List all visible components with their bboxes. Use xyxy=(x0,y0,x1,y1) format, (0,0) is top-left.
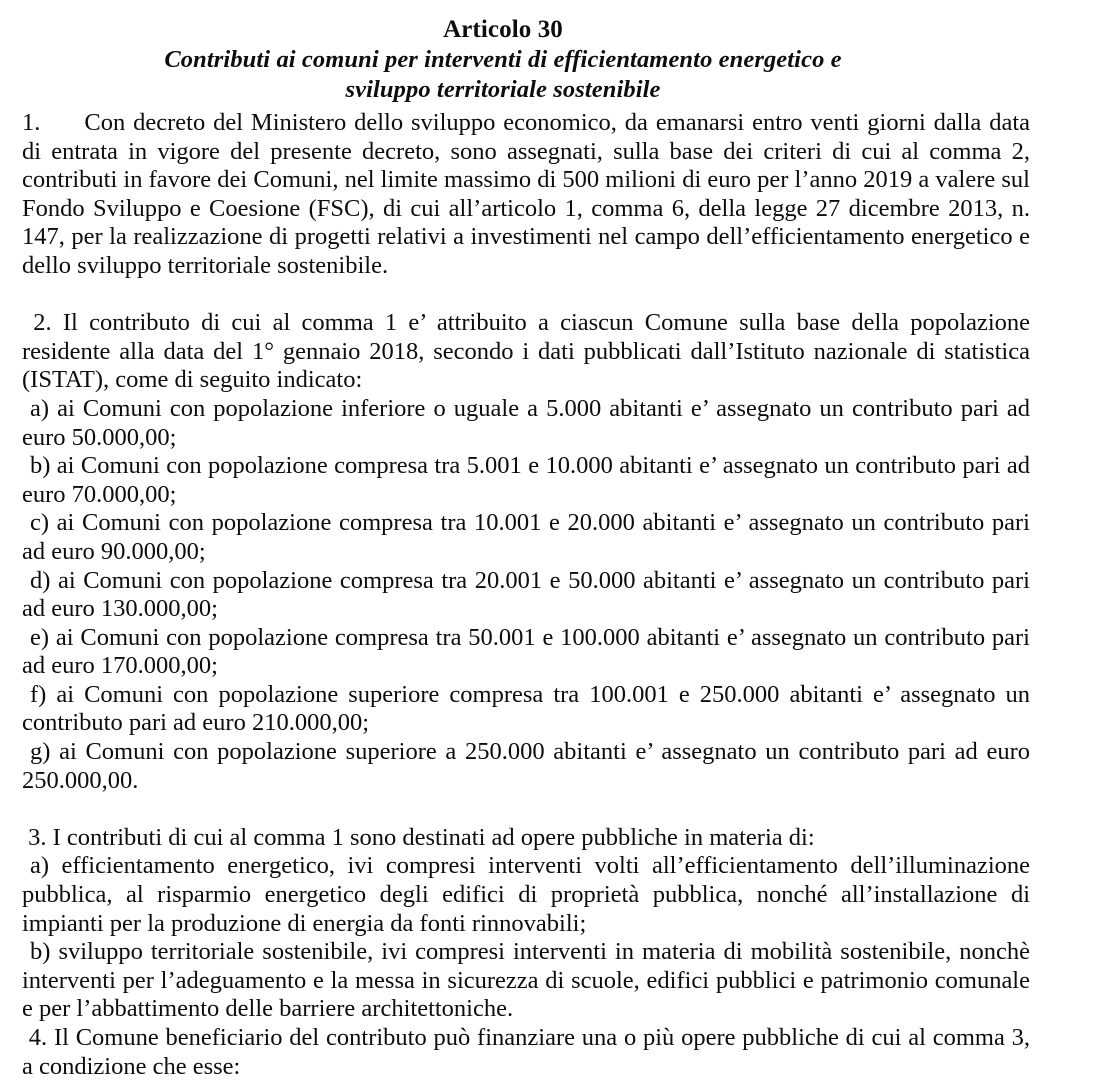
paragraph-gap-2 xyxy=(22,795,1030,824)
works-item-a: a) efficientamento energetico, ivi compresi interventi volti all’efficientamento dell’illuminazione pubblica, al risparmio energetico degli edifici di proprietà pubblica, nonché all’installazione di impianti per la produzione di energia da fonti rinnovabili; xyxy=(22,852,1030,937)
paragraph-1-text: Con decreto del Ministero dello sviluppo economico, da emanarsi entro venti giorni dalla data di entrata in vigore del presente decreto, sono assegnati, sulla base dei criteri di cui al comma 2, contributi in favore dei Comuni, nel limite massimo di 500 milioni di euro per l’anno 2019 a valere sul Fondo Sviluppo e Coesione (FSC), di cui all’articolo 1, comma 6, della legge 27 dicembre 2013, n. 147, per la realizzazione di progetti relativi a investimenti nel campo dell’efficientamento energetico e dello sviluppo territoriale sostenibile. xyxy=(22,109,1030,279)
works-item-b: b) sviluppo territoriale sostenibile, ivi compresi interventi in materia di mobilità sostenibile, nonchè interventi per l’adeguamento e la messa in sicurezza di scuole, edifici pubblici e patrimonio comunale e per l’abbattimento delle barriere architettoniche. xyxy=(22,938,1030,1023)
paragraph-2: 2. Il contributo di cui al comma 1 e’ attribuito a ciascun Comune sulla base della popolazione residente alla data del 1° gennaio 2018, secondo i dati pubblicati dall’Istituto nazionale di statistica (ISTAT), come di seguito indicato: xyxy=(22,309,1031,394)
contribution-item-e: e) ai Comuni con popolazione compresa tra 50.001 e 100.000 abitanti e’ assegnato un contributo pari ad euro 170.000,00; xyxy=(22,623,1030,680)
paragraph-1-number: 1. xyxy=(22,109,41,136)
article-subtitle-line-2: sviluppo territoriale sostenibile xyxy=(345,76,661,103)
document-heading xyxy=(22,14,1030,105)
contribution-item-c: c) ai Comuni con popolazione compresa tra 10.001 e 20.000 abitanti e’ assegnato un contributo pari ad euro 90.000,00; xyxy=(22,509,1030,565)
contribution-item-a: a) ai Comuni con popolazione inferiore o uguale a 5.000 abitanti e’ assegnato un contributo pari ad euro 50.000,00; xyxy=(22,394,1030,451)
contribution-item-g: g) ai Comuni con popolazione superiore a 250.000 abitanti e’ assegnato un contributo pari ad euro 250.000,00. xyxy=(22,738,1030,794)
paragraph-gap-1 xyxy=(22,281,1030,310)
paragraph-3: 3. I contributi di cui al comma 1 sono destinati ad opere pubbliche in materia di: xyxy=(28,823,815,851)
contribution-item-b: b) ai Comuni con popolazione compresa tra 5.001 e 10.000 abitanti e’ assegnato un contributo pari ad euro 70.000,00; xyxy=(22,452,1030,508)
paragraph-4: 4. Il Comune beneficiario del contributo può finanziare una o più opere pubbliche di cui al comma 3, a condizione che esse: xyxy=(22,1024,1030,1080)
contribution-item-d: d) ai Comuni con popolazione compresa tra 20.001 e 50.000 abitanti e’ assegnato un contributo pari ad euro 130.000,00; xyxy=(22,566,1030,623)
contribution-item-f: f) ai Comuni con popolazione superiore compresa tra 100.001 e 250.000 abitanti e’ assegnato un contributo pari ad euro 210.000,00; xyxy=(22,680,1030,737)
paragraph-1 xyxy=(22,109,1030,281)
page-title: Articolo 30 xyxy=(443,16,563,43)
article-subtitle-line-1: Contributi ai comuni per interventi di efficientamento energetico e xyxy=(164,46,842,73)
document-body xyxy=(22,109,1030,1081)
